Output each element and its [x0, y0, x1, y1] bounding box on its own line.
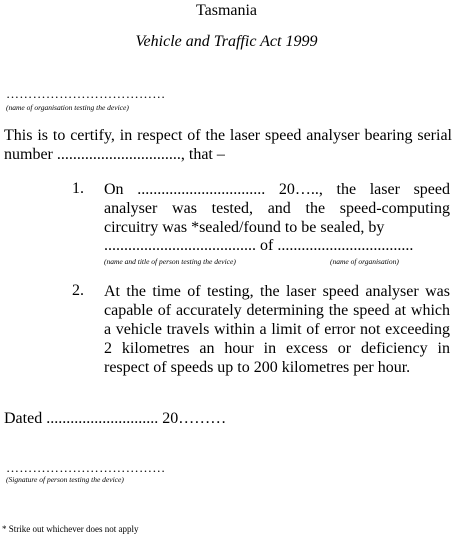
footnote: * Strike out whichever does not apply: [2, 524, 139, 534]
item-1-text: On ................................ 20….., the laser speed analyser was tested, and the speed-computing circuitry was *sealed/found to be sealed, by: [104, 181, 450, 236]
organisation-blank: ………………………………: [6, 86, 166, 101]
dated-line: Dated ............................ 20………: [4, 410, 227, 427]
item-2-text: At the time of testing, the laser speed analyser was capable of accurately determining the speed at which a vehicle travels within a limit of error not exceeding 2 kilometres an hour in excess or deficiency in respect of speeds up to 200 kilometres per hour.: [104, 283, 450, 376]
item-2-number: 2.: [72, 282, 84, 299]
jurisdiction-heading: Tasmania: [195, 2, 258, 19]
item-1-organisation-caption: (name of organisation): [330, 257, 399, 266]
signature-caption: (Signature of person testing the device): [6, 475, 124, 484]
item-1-number: 1.: [72, 180, 84, 197]
certification-statement: This is to certify, in respect of the laser speed analyser bearing serial number ..............................., that –: [4, 127, 452, 163]
item-1-person-caption: (name and title of person testing the device): [104, 257, 236, 266]
organisation-caption: (name of organisation testing the device): [6, 103, 129, 112]
signature-blank: ………………………………: [6, 460, 166, 475]
act-title: Vehicle and Traffic Act 1999: [135, 33, 318, 50]
item-1-signer-line: ...................................... of ..................................: [104, 237, 414, 254]
